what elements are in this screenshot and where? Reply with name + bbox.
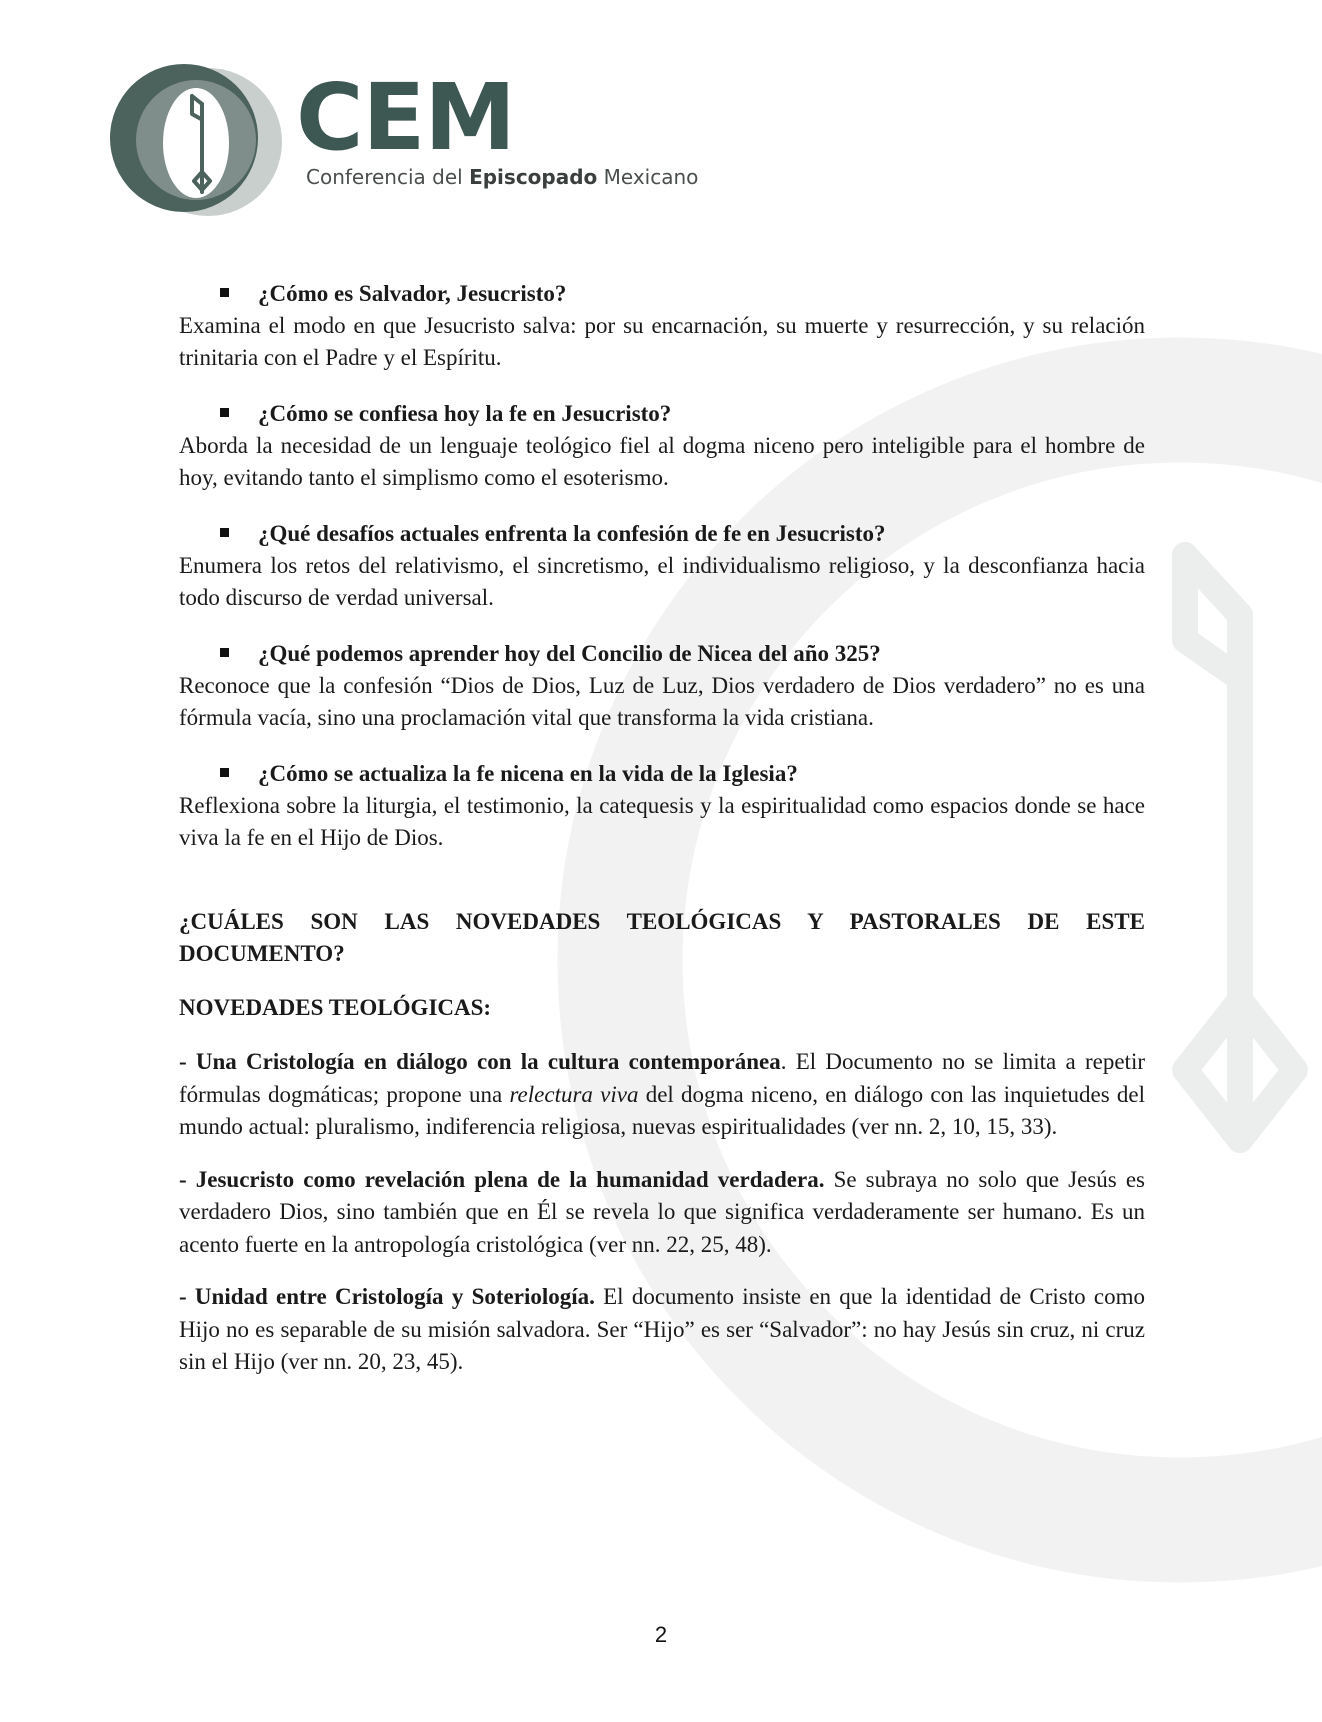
- question-block: [179, 758, 1145, 854]
- square-bullet-icon: [220, 528, 229, 537]
- page-number: 2: [654, 1622, 668, 1647]
- question-body: Reconoce que la confesión “Dios de Dios, Luz de Luz, Dios verdadero de Dios verdadero” no es una fórmula vacía, sino una proclamación vital que transforma la vida cristiana.: [179, 673, 1145, 730]
- italic-emphasis: relectura viva: [509, 1081, 639, 1107]
- novedad-lead: - Unidad entre Cristología y Soteriología.: [179, 1284, 595, 1309]
- novedad-paragraph: - Jesucristo como revelación plena de la humanidad verdadera. Se subraya no solo que Jesús es verdadero Dios, sino también que en Él se revela lo que significa verdaderamente ser humano. Es un acento fuerte en la antropología cristológica (ver nn. 22, 25, 48).: [179, 1166, 1145, 1257]
- section-heading: ¿CUÁLES SON LAS NOVEDADES TEOLÓGICAS Y PASTORALES DE ESTE DOCUMENTO?: [179, 909, 1145, 966]
- novedad-lead: - Una Cristología en diálogo con la cultura contemporánea: [179, 1049, 781, 1074]
- novedad-lead: - Jesucristo como revelación plena de la humanidad verdadera.: [179, 1166, 825, 1192]
- logo-subtitle: [306, 164, 698, 190]
- square-bullet-icon: [220, 408, 229, 417]
- question-block: [179, 398, 1145, 494]
- section-subheading: NOVEDADES TEOLÓGICAS:: [179, 995, 492, 1020]
- novedad-paragraph: - Una Cristología en diálogo con la cultura contemporánea. El Documento no se limita a repetir fórmulas dogmáticas; propone una relectura viva del dogma niceno, en diálogo con las inquietudes del mundo actual: pluralismo, indiferencia religiosa, nuevas espiritualidades (ver nn. 2, 10, 15, 33).: [179, 1049, 1145, 1139]
- square-bullet-icon: [220, 288, 229, 297]
- question-title: ¿Qué podemos aprender hoy del Concilio de Nicea del año 325?: [179, 638, 1145, 670]
- logo-subtitle-post: Mexicano: [597, 165, 699, 189]
- novedad-paragraph: - Unidad entre Cristología y Soteriología. El documento insiste en que la identidad de Cristo como Hijo no es separable de su misión salvadora. Ser “Hijo” es ser “Salvador”: no hay Jesús sin cruz, ni cruz sin el Hijo (ver nn. 20, 23, 45).: [179, 1284, 1145, 1374]
- question-title: ¿Cómo es Salvador, Jesucristo?: [179, 278, 1145, 310]
- question-title: ¿Cómo se actualiza la fe nicena en la vida de la Iglesia?: [179, 758, 1145, 790]
- question-body: Reflexiona sobre la liturgia, el testimonio, la catequesis y la espiritualidad como espacios donde se hace viva la fe en el Hijo de Dios.: [179, 793, 1145, 850]
- question-title: ¿Cómo se confiesa hoy la fe en Jesucristo?: [179, 398, 1145, 430]
- question-title: ¿Qué desafíos actuales enfrenta la confesión de fe en Jesucristo?: [179, 518, 1145, 550]
- question-block: [179, 278, 1145, 374]
- question-body: Enumera los retos del relativismo, el sincretismo, el individualismo religioso, y la desconfianza hacia todo discurso de verdad universal.: [179, 553, 1145, 610]
- document-body: [179, 278, 1145, 1399]
- square-bullet-icon: [220, 768, 229, 777]
- question-body: Examina el modo en que Jesucristo salva: por su encarnación, su muerte y resurrección, y su relación trinitaria con el Padre y el Espíritu.: [179, 313, 1145, 370]
- question-block: [179, 518, 1145, 614]
- question-body: Aborda la necesidad de un lenguaje teológico fiel al dogma niceno pero inteligible para el hombre de hoy, evitando tanto el simplismo como el esoterismo.: [179, 433, 1145, 490]
- cem-emblem-icon: [110, 52, 282, 224]
- logo-subtitle-pre: Conferencia del: [306, 165, 470, 189]
- square-bullet-icon: [220, 648, 229, 657]
- logo-title: CEM: [296, 64, 515, 171]
- question-block: [179, 638, 1145, 734]
- logo-subtitle-bold: Episcopado: [469, 165, 598, 189]
- cem-logo: [110, 52, 730, 227]
